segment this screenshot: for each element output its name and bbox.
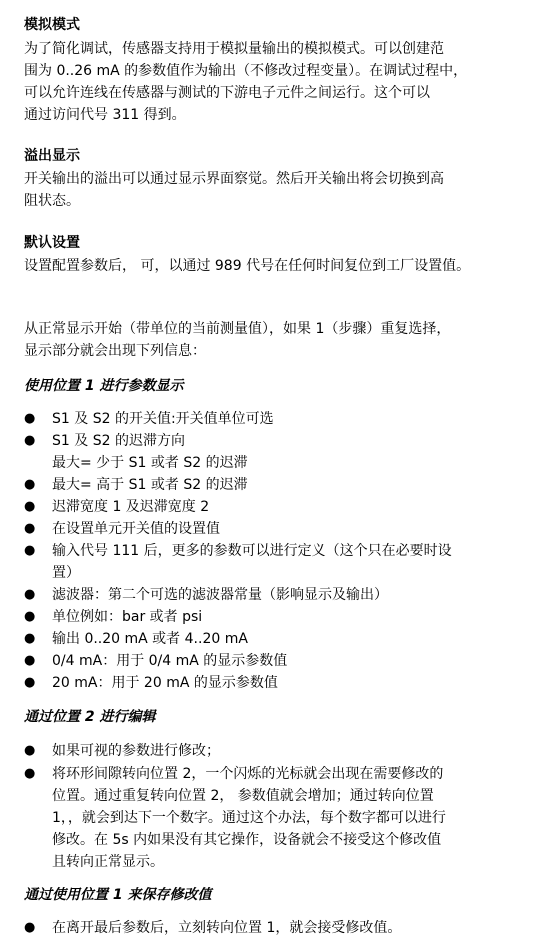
list-item: 输入代号 111 后，更多的参数可以进行定义（这个只在必要时设 bbox=[52, 543, 452, 559]
section-title-edit: 通过位置 2 进行编辑 bbox=[24, 709, 156, 725]
bullet-icon: ● bbox=[24, 743, 36, 758]
list-item: 迟滞宽度 1 及迟滞宽度 2 bbox=[52, 499, 210, 515]
paragraph-line: 从正常显示开始（带单位的当前测量值），如果 1（步骤）重复选择， bbox=[24, 321, 451, 337]
list-item: 滤波器：第二个可选的滤波器常量（影响显示及输出） bbox=[52, 587, 388, 603]
list-item: 最大= 高于 S1 或者 S2 的迟滞 bbox=[52, 477, 248, 493]
paragraph-line: 阻状态。 bbox=[24, 193, 80, 209]
list-item: 在离开最后参数后，立刻转向位置 1，就会接受修改值。 bbox=[52, 920, 402, 936]
bullet-icon: ● bbox=[24, 675, 36, 690]
bullet-icon: ● bbox=[24, 543, 36, 558]
section-title-defaults: 默认设置 bbox=[24, 235, 80, 251]
paragraph-line: 为了简化调试，传感器支持用于模拟量输出的模拟模式。可以创建范 bbox=[24, 41, 444, 57]
bullet-icon: ● bbox=[24, 920, 36, 935]
list-item: S1 及 S2 的迟滞方向 bbox=[52, 433, 185, 449]
section-title-analog: 模拟模式 bbox=[24, 17, 80, 33]
list-item-continuation: 且转向正常显示。 bbox=[52, 854, 164, 870]
bullet-icon: ● bbox=[24, 587, 36, 602]
section-title-overflow: 溢出显示 bbox=[24, 148, 80, 164]
bullet-icon: ● bbox=[24, 653, 36, 668]
bullet-icon: ● bbox=[24, 477, 36, 492]
list-item: 在设置单元开关值的设置值 bbox=[52, 521, 220, 537]
list-item: 单位例如：bar 或者 psi bbox=[52, 609, 203, 625]
paragraph-line: 围为 0..26 mA 的参数值作为输出（不修改过程变量）。在调试过程中， bbox=[24, 63, 468, 79]
list-item: 0/4 mA：用于 0/4 mA 的显示参数值 bbox=[52, 653, 288, 669]
list-item-continuation: 置） bbox=[52, 565, 80, 581]
section-title-param-display: 使用位置 1 进行参数显示 bbox=[24, 378, 184, 394]
list-item: 20 mA：用于 20 mA 的显示参数值 bbox=[52, 675, 278, 691]
list-item-continuation: 位置。通过重复转向位置 2， 参数值就会增加；通过转向位置 bbox=[52, 788, 434, 804]
paragraph-line: 开关输出的溢出可以通过显示界面察觉。然后开关输出将会切换到高 bbox=[24, 171, 444, 187]
list-item: 将环形间隙转向位置 2，一个闪烁的光标就会出现在需要修改的 bbox=[52, 766, 444, 782]
bullet-icon: ● bbox=[24, 499, 36, 514]
paragraph-line: 显示部分就会出现下列信息： bbox=[24, 343, 206, 359]
bullet-icon: ● bbox=[24, 521, 36, 536]
list-item: 如果可视的参数进行修改； bbox=[52, 743, 220, 759]
paragraph-line: 通过访问代号 311 得到。 bbox=[24, 107, 186, 123]
list-item-continuation: 修改。在 5s 内如果没有其它操作，设备就会不接受这个修改值 bbox=[52, 832, 442, 848]
bullet-icon: ● bbox=[24, 609, 36, 624]
list-item-continuation: 最大= 少于 S1 或者 S2 的迟滞 bbox=[52, 455, 248, 471]
list-item-continuation: 1，，就会到达下一个数字。通过这个办法，每个数字都可以进行 bbox=[52, 810, 446, 826]
list-item: 输出 0..20 mA 或者 4..20 mA bbox=[52, 631, 248, 647]
bullet-icon: ● bbox=[24, 631, 36, 646]
paragraph-line: 可以允许连线在传感器与测试的下游电子元件之间运行。这个可以 bbox=[24, 85, 430, 101]
list-item: S1 及 S2 的开关值:开关值单位可选 bbox=[52, 411, 274, 427]
section-title-save: 通过使用位置 1 来保存修改值 bbox=[24, 887, 212, 903]
bullet-icon: ● bbox=[24, 411, 36, 426]
paragraph-line: 设置配置参数后， 可，以通过 989 代号在任何时间复位到工厂设置值。 bbox=[24, 258, 471, 274]
bullet-icon: ● bbox=[24, 766, 36, 781]
bullet-icon: ● bbox=[24, 433, 36, 448]
